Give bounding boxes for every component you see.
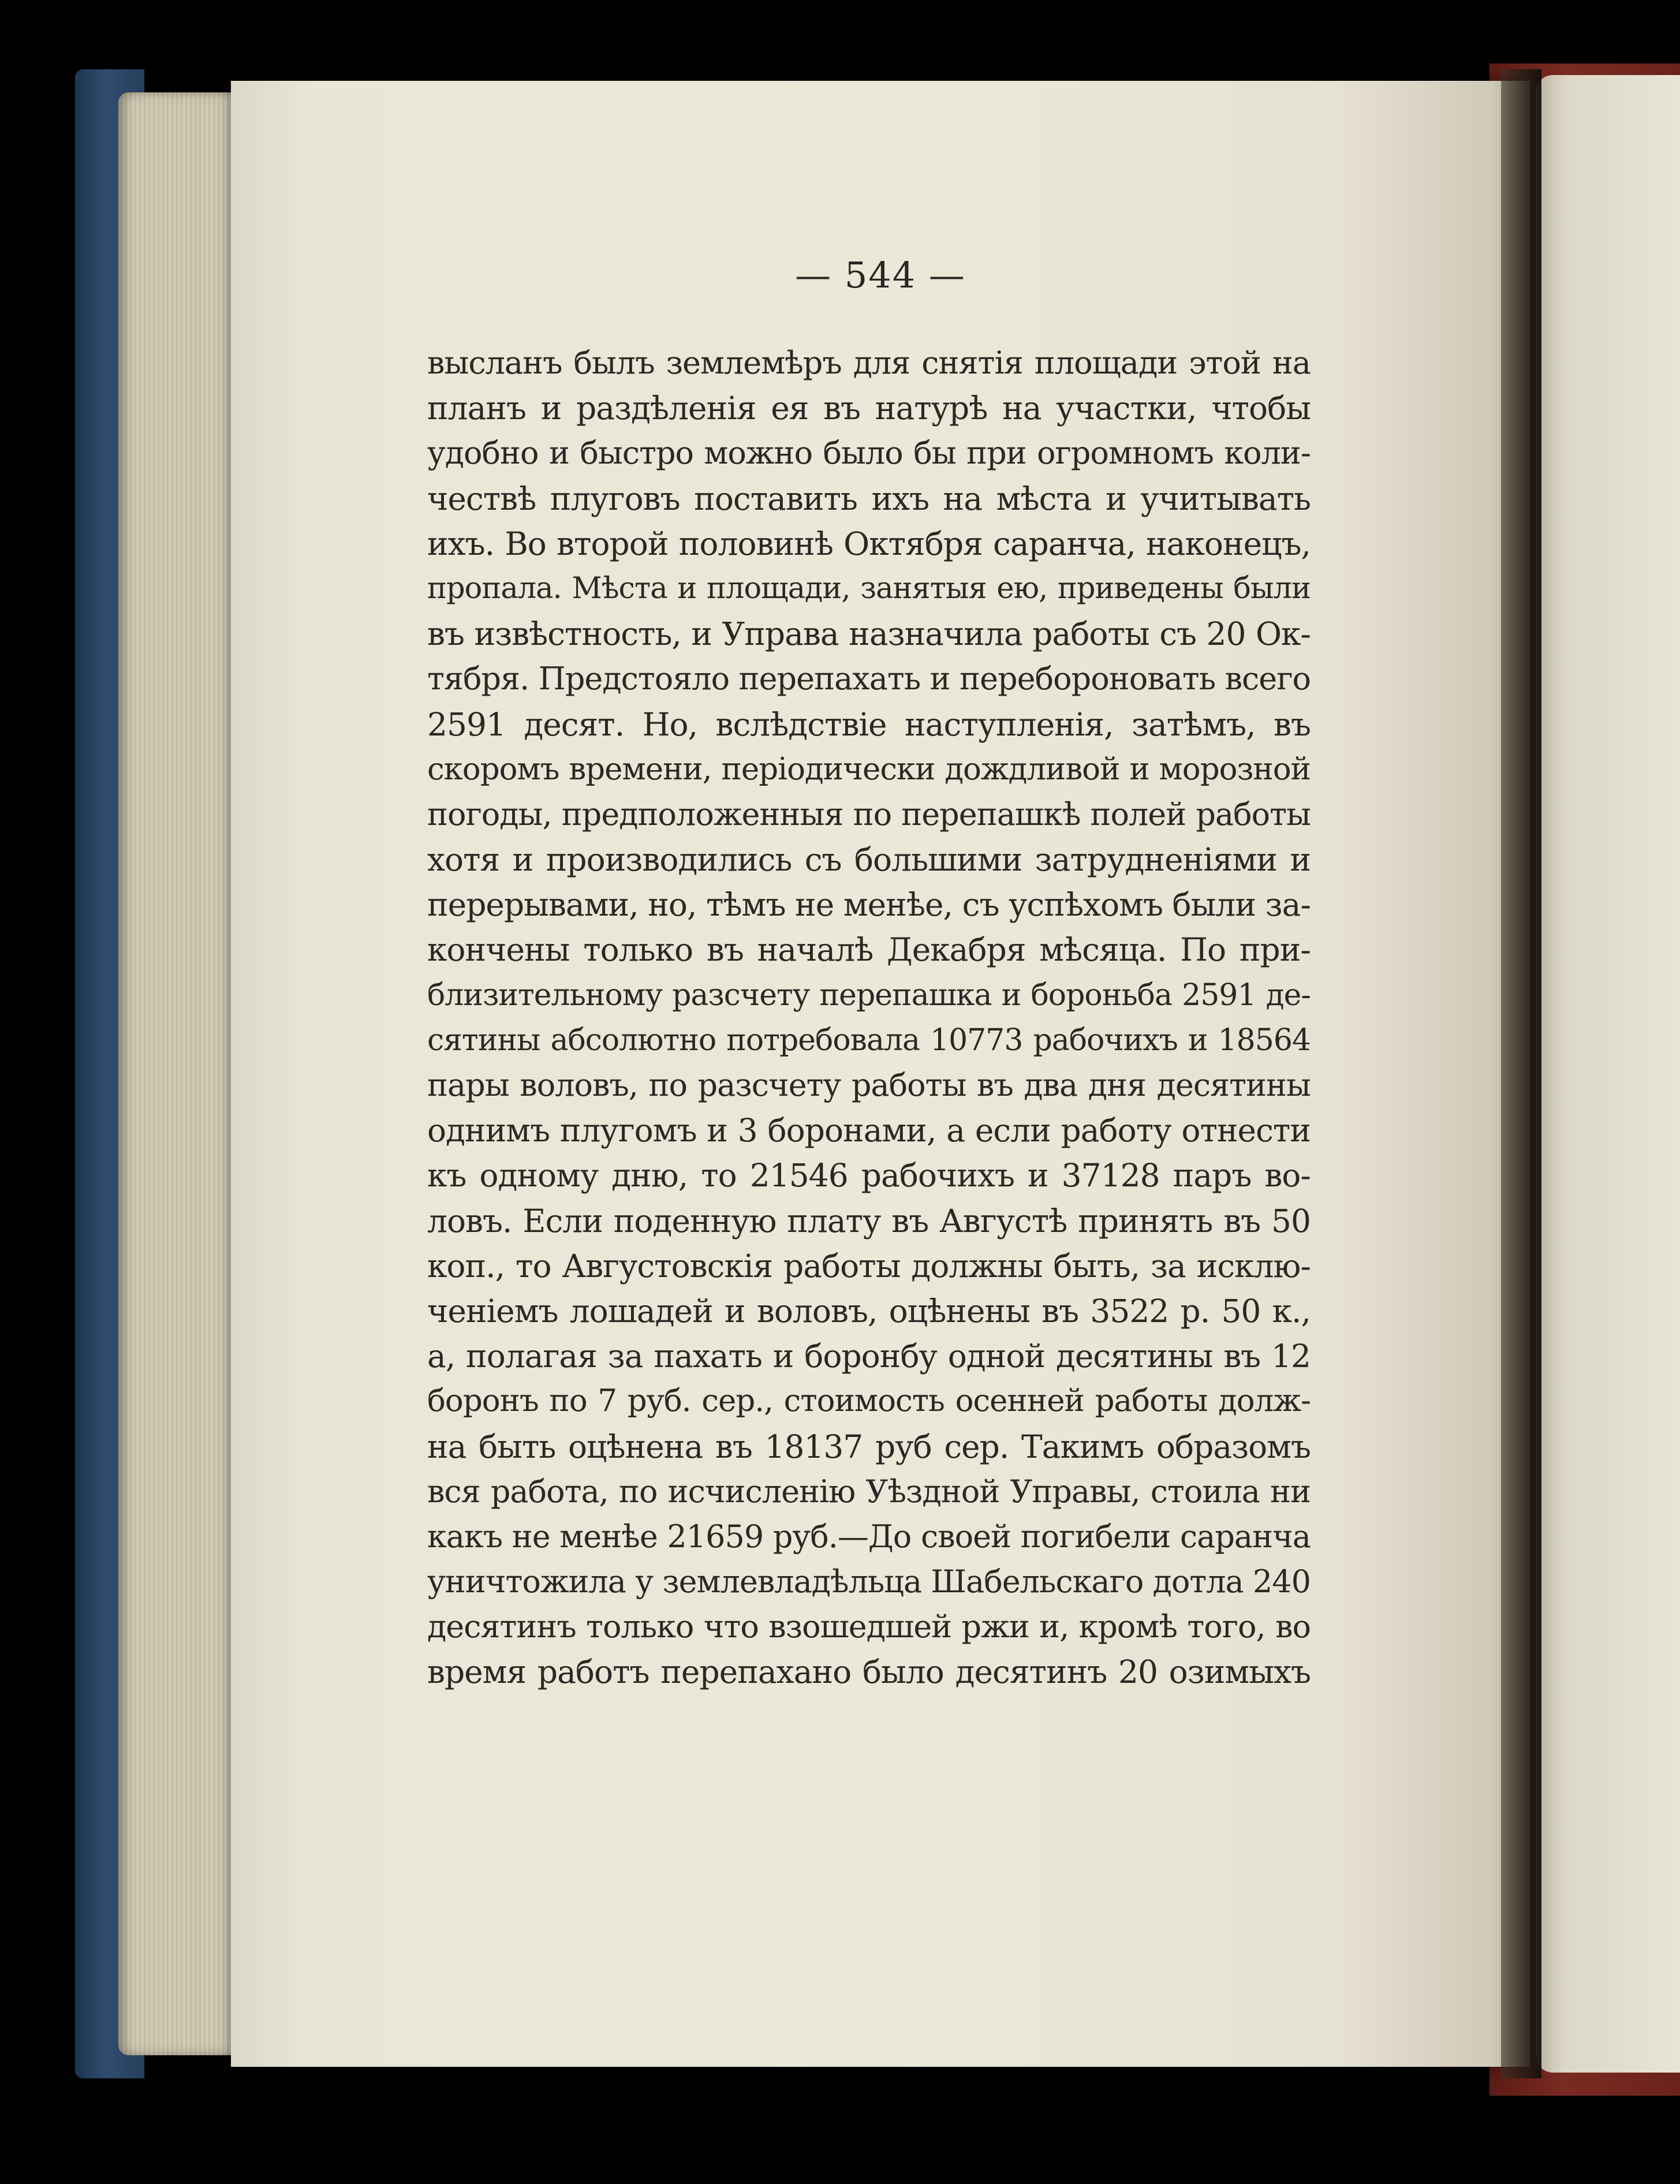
text-line: на быть оцѣнена въ 18137 руб сер. Такимъ образомъ: [427, 1428, 1311, 1465]
text-line: въ извѣстность, и Управа назначила работы съ 20 Ок-: [427, 615, 1311, 653]
text-line: перерывами, но, тѣмъ не менѣе, съ успѣхомъ были за-: [427, 886, 1311, 924]
text-line: коп., то Августовскія работы должны быть, за исклю-: [427, 1247, 1311, 1285]
page-edges: [118, 92, 240, 2055]
text-line: пары воловъ, по разсчету работы въ два дня десятины: [427, 1067, 1311, 1103]
text-line: какъ не менѣе 21659 руб.—До своей погибели саранча: [427, 1518, 1311, 1555]
text-line: удобно и быстро можно было бы при огромномъ коли-: [427, 435, 1311, 472]
text-line: чествѣ плуговъ поставить ихъ на мѣста и учитывать: [427, 480, 1311, 517]
text-line: сятины абсолютно потребовала 10773 рабочихъ и 18564: [427, 1022, 1311, 1058]
text-line: хотя и производились съ большими затрудненіями и: [427, 841, 1311, 879]
text-line: время работъ перепахано было десятинъ 20 озимыхъ: [427, 1653, 1311, 1691]
body-text: [427, 341, 1311, 1695]
text-line: ченіемъ лошадей и воловъ, оцѣнены въ 3522 р. 50 к.,: [427, 1292, 1311, 1330]
book-gutter: [1501, 69, 1541, 2078]
text-line: а, полагая за пахать и боронбу одной десятины въ 12: [427, 1338, 1311, 1375]
text-line: ихъ. Во второй половинѣ Октября саранча, наконецъ,: [427, 525, 1311, 562]
text-line: планъ и раздѣленія ея въ натурѣ на участки, чтобы: [427, 390, 1311, 427]
text-line: погоды, предположенныя по перепашкѣ полей работы: [427, 796, 1311, 832]
text-line: высланъ былъ землемѣръ для снятія площади этой на: [427, 345, 1311, 381]
text-line: близительному разсчету перепашка и бороньба 2591 де-: [427, 977, 1311, 1013]
text-line: кончены только въ началѣ Декабря мѣсяца. По при-: [427, 931, 1311, 969]
text-line: скоромъ времени, періодически дождливой и морозной: [427, 751, 1311, 787]
text-line: пропала. Мѣста и площади, занятыя ею, приведены были: [427, 571, 1311, 606]
text-line: къ одному дню, то 21546 рабочихъ и 37128 паръ во-: [427, 1157, 1311, 1194]
text-line: ловъ. Если поденную плату въ Августѣ принять въ 50: [427, 1202, 1311, 1240]
text-line: уничтожила у землевладѣльца Шабельскаго дотла 240: [427, 1563, 1311, 1600]
text-line: тября. Предстояло перепахать и перебороновать всего: [427, 660, 1311, 697]
right-page-edge: [1536, 75, 1680, 2073]
text-line: боронъ по 7 руб. сер., стоимость осенней работы долж-: [427, 1383, 1311, 1419]
text-line: вся работа, по исчисленію Уѣздной Управы, стоила ни: [427, 1473, 1311, 1510]
text-line: 2591 десят. Но, вслѣдствіе наступленія, затѣмъ, въ: [427, 705, 1311, 743]
text-line: однимъ плугомъ и 3 боронами, а если работу отнести: [427, 1112, 1311, 1149]
page-number: — 544 —: [795, 254, 966, 296]
text-line: десятинъ только что взошедшей ржи и, кромѣ того, во: [427, 1608, 1311, 1645]
